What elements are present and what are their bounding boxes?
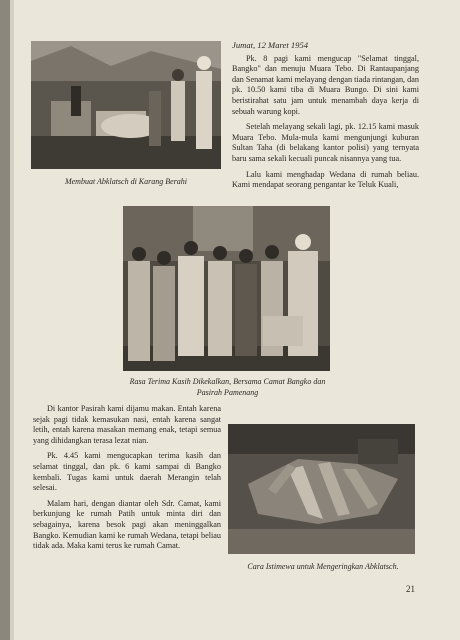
caption-photo-3: Cara Istimewa untuk Mengeringkan Abklatsch. [247, 562, 399, 571]
entry-date: Jumat, 12 Maret 1954 [232, 40, 309, 50]
paragraph: Di kantor Pasirah kami dijamu makan. Entah karena sejak pagi tidak kemasukan nasi, entah karena sangat letih, entah karena masakan memang enak, tetapi semua yang dihidangkan terasa lezat nian. [33, 404, 221, 445]
paragraph: Malam hari, dengan diantar oleh Sdr. Camat, kami berkunjung ke rumah Patih untuk minta diri dan sebagainya, karena besok pagi akan meninggalkan Bangko. Kemudian kami ke rumah Wedana, tetapi beliau tidak ada. Maka kami terus ke rumah Camat. [33, 498, 221, 551]
photo-abklatsch-karang-berahi [31, 41, 221, 169]
paragraph: Pk. 8 pagi kami mengucap "Selamat tinggal, Bangko" dan menuju Muara Tebo. Di Rantaupanjang dan Senamat kami melayang dengan tiada rintangan, dan pk. 10.50 kami tiba di Muara Bungo. Di sini kami beristirahat satu jam untuk menambah daya kerja di sebuah warung kopi. [232, 53, 419, 116]
page-number: 21 [406, 584, 415, 594]
paragraph: Lalu kami menghadap Wedana di rumah beliau. Kami mendapat seorang pengantar ke Teluk Kuali, [232, 169, 419, 190]
caption-photo-2 [100, 376, 355, 398]
photo-drying-abklatsch [228, 424, 415, 554]
book-binding [0, 0, 10, 640]
photo-3-image [228, 424, 415, 554]
left-column-text [33, 404, 221, 557]
caption-line: Rasa Terima Kasih Dikekalkan, Bersama Camat Bangko dan [129, 377, 326, 386]
caption-line: Pasirah Pamenang [196, 388, 259, 397]
paragraph: Setelah melayang sekali lagi, pk. 12.15 kami masuk Muara Tebo. Mula-mula kami mengunjungi kuburan Sultan Taha (di belakang kantor polisi) yang ternyata baru sama sekali kecuali puncak nisannya yang tua. [232, 122, 419, 163]
paragraph: Pk. 4.45 kami mengucapkan terima kasih dan selamat tinggal, dan pk. 6 kami sampai di Bangko kembali. Tugas kami untuk daerah Merangin telah selesai. [33, 451, 221, 493]
photo-1-image [31, 41, 221, 169]
photo-2-image [123, 206, 330, 371]
caption-photo-1: Membuat Abklatsch di Karang Berahi [64, 177, 188, 186]
book-gutter [10, 0, 14, 640]
right-column-text [232, 40, 419, 196]
photo-group-camat-bangko [123, 206, 330, 371]
